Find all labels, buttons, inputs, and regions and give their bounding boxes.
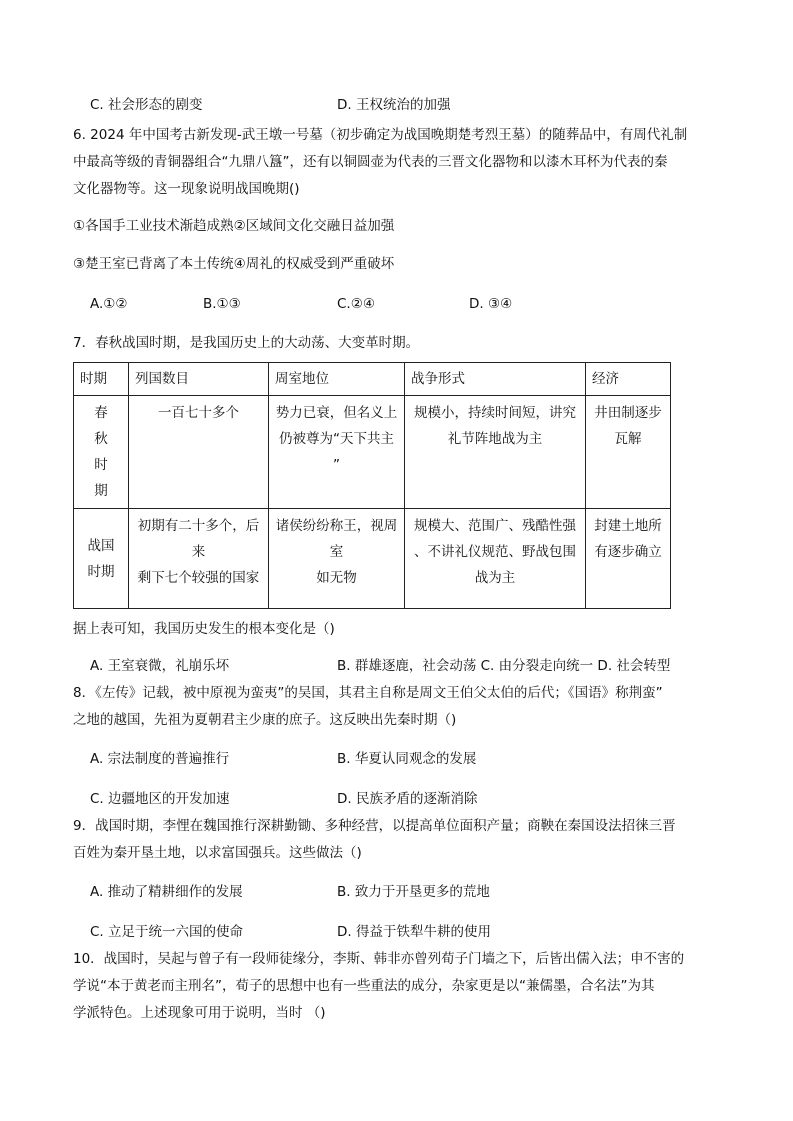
cell-line: 初期有二十多个，后 (137, 518, 260, 534)
cell-line: 一百七十多个 (158, 405, 239, 421)
cell-line: 如无物 (316, 570, 357, 586)
q6-stem-line-1: 6. 2024 年中国考古新发现-武王墩一号墓（初步确定为战国晚期楚考烈王墓）的随葬品中，有周代礼制 (73, 127, 688, 143)
q6-option-d: D. ③④ (469, 296, 513, 312)
header-zhou: 周室地位 (269, 363, 405, 396)
table-header-row (74, 363, 671, 396)
q9-option-c: C. 立足于统一六国的使命 (90, 924, 244, 940)
cell-period (74, 509, 129, 609)
cell-line: ” (333, 457, 340, 473)
q8-stem-line-1: 8．《左传》记载，被中原视为蛮夷”的吴国，其君主自称是周文王伯父太伯的后代；《国语》称荆蛮” (73, 685, 663, 701)
q8-option-b: B. 华夏认同观念的发展 (337, 751, 477, 767)
cell-states (129, 509, 269, 609)
q10-stem-line-3: 学派特色。上述现象可用于说明，当时 （) (73, 1005, 326, 1021)
header-war: 战争形式 (405, 363, 586, 396)
cell-line: 期 (94, 483, 108, 499)
q9-stem-line-2: 百姓为秦开垦土地，以求富国强兵。这些做法（) (73, 845, 362, 861)
cell-line: 井田制逐步 (594, 405, 662, 421)
cell-line: 、不讲礼仪规范、野战包围 (414, 544, 576, 560)
cell-line: 有逐步确立 (594, 544, 662, 560)
table-row (74, 396, 671, 509)
cell-line: 时期 (87, 563, 115, 580)
q10-stem-line-2: 学说“本于黄老而主刑名”，荀子的思想中也有一些重法的成分，杂家更是以“兼儒墨，合名法”为其 (73, 978, 655, 994)
header-states: 列国数目 (129, 363, 269, 396)
cell-line: 战为主 (474, 570, 516, 586)
q7-question: 据上表可知，我国历史发生的根本变化是（) (73, 621, 335, 637)
cell-line: 势力已衰，但名义上 (275, 405, 398, 421)
q6-statement-2: ③楚王室已背离了本土传统④周礼的权威受到严重破坏 (73, 256, 395, 272)
q5-option-d: D. 王权统治的加强 (337, 97, 451, 113)
cell-line: 来 (191, 544, 206, 560)
cell-war (405, 396, 586, 509)
cell-line: 室 (329, 544, 344, 560)
cell-war (405, 509, 586, 609)
cell-economy (586, 509, 671, 609)
q6-option-c: C.②④ (337, 296, 375, 312)
q8-option-a: A. 宗法制度的普遍推行 (90, 751, 230, 767)
cell-states (129, 396, 269, 509)
q7-option-a: A. 王室衰微，礼崩乐坏 (90, 658, 230, 674)
cell-zhou (269, 509, 405, 609)
q6-stem-line-2: 中最高等级的青铜器组合“九鼎八簋”，还有以铜圆壶为代表的三晋文化器物和以漆木耳杯为代表的秦 (73, 154, 668, 170)
q7-stem: 7．春秋战国时期，是我国历史上的大动荡、大变革时期。 (73, 335, 420, 351)
cell-line: 规模小，持续时间短，讲究 (414, 405, 576, 421)
q6-statement-1: ①各国手工业技术渐趋成熟②区域间文化交融日益加强 (73, 218, 395, 234)
cell-zhou (269, 396, 405, 509)
q5-option-c: C. 社会形态的剧变 (90, 97, 203, 113)
cell-period (74, 396, 129, 509)
q9-option-b: B. 致力于开垦更多的荒地 (337, 884, 490, 900)
cell-line: 瓦解 (614, 431, 642, 447)
cell-line: 剩下七个较强的国家 (137, 570, 260, 586)
q9-option-d: D. 得益于铁犁牛耕的使用 (337, 924, 491, 940)
header-period: 时期 (74, 363, 129, 396)
q9-option-a: A. 推动了精耕细作的发展 (90, 884, 243, 900)
cell-line: 战国 (87, 537, 115, 554)
cell-line: 春 (94, 405, 108, 421)
q8-stem-line-2: 之地的越国，先祖为夏朝君主少康的庶子。这反映出先秦时期（) (73, 712, 457, 728)
cell-line: 时 (94, 457, 108, 473)
q6-option-a: A.①② (90, 296, 128, 312)
q8-option-c: C. 边疆地区的开发加速 (90, 791, 230, 807)
q7-option-bcd: B. 群雄逐鹿，社会动荡 C. 由分裂走向统一 D. 社会转型 (337, 658, 671, 674)
cell-line: 封建土地所 (594, 518, 662, 534)
q7-table (73, 362, 671, 609)
cell-line: 诸侯纷纷称王，视周 (275, 518, 398, 534)
cell-line: 仍被尊为“天下共主 (279, 431, 394, 447)
cell-line: 礼节阵地战为主 (447, 431, 543, 447)
q6-stem-line-3: 文化器物等。这一现象说明战国晚期() (73, 181, 300, 197)
table-row (74, 509, 671, 609)
q8-option-d: D. 民族矛盾的逐渐消除 (337, 791, 478, 807)
q6-option-b: B.①③ (203, 296, 241, 312)
cell-economy (586, 396, 671, 509)
cell-line: 规模大、范围广、残酷性强 (414, 518, 576, 534)
q9-stem-line-1: 9．战国时期，李悝在魏国推行深耕勤锄、多种经营，以提高单位面积产量；商鞅在秦国设法招徕三晋 (73, 818, 676, 834)
cell-line: 秋 (94, 431, 108, 447)
header-economy: 经济 (586, 363, 671, 396)
q10-stem-line-1: 10．战国时，吴起与曾子有一段师徒缘分，李斯、韩非亦曾列荀子门墙之下，后皆出儒入法；申不害的 (73, 951, 685, 967)
